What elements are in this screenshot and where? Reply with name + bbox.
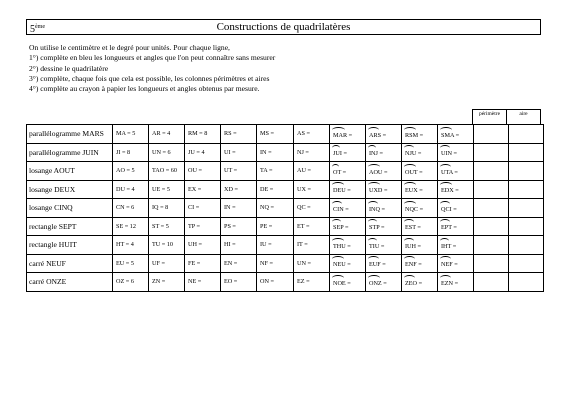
- angle-label: [441, 184, 459, 194]
- length-cell[interactable]: UI =: [221, 143, 257, 162]
- length-cell[interactable]: UE = 5: [149, 180, 185, 199]
- length-cell[interactable]: DE =: [257, 180, 294, 199]
- angle-cell[interactable]: [330, 236, 366, 255]
- angle-arc-icon: [440, 182, 452, 188]
- angle-cell[interactable]: [366, 217, 402, 236]
- angle-label: [369, 184, 387, 194]
- instruction-line: 1°) complète en bleu les longueurs et angles que l'on peut connaître sans mesurer: [29, 53, 276, 63]
- angle-cell[interactable]: [438, 199, 474, 218]
- angle-arc-icon: [368, 182, 380, 188]
- area-cell[interactable]: [509, 273, 544, 292]
- angle-arc-icon: [332, 238, 344, 244]
- angle-arc-icon: [440, 145, 450, 151]
- perimeter-cell[interactable]: [474, 236, 509, 255]
- angle-cell[interactable]: [438, 162, 474, 181]
- table-row: [27, 236, 544, 255]
- angle-label: [441, 277, 458, 287]
- angle-cell[interactable]: [402, 180, 438, 199]
- area-cell[interactable]: [509, 236, 544, 255]
- length-cell[interactable]: UN =: [294, 254, 330, 273]
- area-cell[interactable]: [509, 143, 544, 162]
- angle-arc-icon: [368, 145, 376, 151]
- angle-label: [333, 166, 346, 176]
- perimeter-cell[interactable]: [474, 180, 509, 199]
- quadrilateral-name: carré NEUF: [27, 254, 113, 273]
- angle-arc-icon: [404, 127, 416, 133]
- angle-label: [441, 166, 458, 176]
- angle-text: EUF =: [369, 261, 386, 269]
- angle-label: [369, 129, 386, 139]
- table-row: [27, 125, 544, 144]
- angle-arc-icon: [332, 164, 339, 170]
- angle-label: [405, 277, 422, 287]
- length-cell[interactable]: FE =: [185, 254, 221, 273]
- table-row: [27, 162, 544, 181]
- angle-label: [441, 147, 457, 157]
- angle-text: IHT =: [441, 242, 457, 250]
- angle-cell[interactable]: [366, 273, 402, 292]
- angle-arc-icon: [332, 219, 341, 225]
- angle-arc-icon: [404, 256, 415, 262]
- length-cell[interactable]: RM = 8: [185, 125, 221, 144]
- angle-cell[interactable]: [366, 125, 402, 144]
- grade-level-number: 5: [30, 24, 35, 35]
- angle-label: [333, 184, 351, 194]
- angle-text: ARS =: [369, 131, 387, 139]
- angle-arc-icon: [368, 127, 379, 133]
- table-row: [27, 180, 544, 199]
- angle-text: EUX =: [405, 187, 423, 195]
- angle-arc-icon: [332, 201, 342, 207]
- angle-label: [369, 147, 383, 157]
- table-row: [27, 217, 544, 236]
- length-cell[interactable]: DU = 4: [113, 180, 149, 199]
- angle-text: DEU =: [333, 187, 351, 195]
- angle-arc-icon: [404, 238, 414, 244]
- length-cell[interactable]: HT = 4: [113, 236, 149, 255]
- angle-arc-icon: [368, 256, 379, 262]
- length-cell[interactable]: ET =: [294, 217, 330, 236]
- angle-arc-icon: [440, 164, 451, 170]
- angle-text: QCI =: [441, 205, 457, 213]
- angle-label: [405, 221, 421, 231]
- perimeter-cell[interactable]: [474, 125, 509, 144]
- length-cell[interactable]: NJ =: [294, 143, 330, 162]
- angle-text: ENF =: [405, 261, 422, 269]
- angle-text: OT =: [333, 168, 347, 176]
- angle-text: NEU =: [333, 261, 351, 269]
- angle-text: EDX =: [441, 187, 459, 195]
- angle-cell[interactable]: [330, 180, 366, 199]
- angle-label: [405, 240, 421, 250]
- angle-text: MAR =: [333, 131, 353, 139]
- angle-label: [441, 203, 457, 213]
- angle-label: [333, 221, 348, 231]
- angle-arc-icon: [404, 201, 416, 207]
- quadrilateral-name: rectangle SEPT: [27, 217, 113, 236]
- perimeter-cell[interactable]: [474, 273, 509, 292]
- angle-label: [333, 147, 347, 157]
- angle-cell[interactable]: [366, 199, 402, 218]
- angle-cell[interactable]: [438, 125, 474, 144]
- perimeter-cell[interactable]: [474, 199, 509, 218]
- angle-text: STP =: [369, 224, 385, 232]
- angle-arc-icon: [440, 238, 449, 244]
- angle-cell[interactable]: [402, 199, 438, 218]
- angle-label: [405, 129, 423, 139]
- angle-arc-icon: [404, 164, 416, 170]
- length-cell[interactable]: QC =: [294, 199, 330, 218]
- angle-text: UIN =: [441, 150, 458, 158]
- length-cell[interactable]: TA =: [257, 162, 294, 181]
- angle-text: EPT =: [441, 224, 457, 232]
- angle-cell[interactable]: [402, 236, 438, 255]
- instruction-line: 3°) complète, chaque fois que cela est possible, les colonnes périmètres et aires: [29, 73, 270, 83]
- angle-arc-icon: [368, 238, 377, 244]
- area-cell[interactable]: [509, 162, 544, 181]
- angle-arc-icon: [332, 256, 344, 262]
- angle-arc-icon: [404, 219, 414, 225]
- table-row: [27, 143, 544, 162]
- quadrilateral-name: losange DEUX: [27, 180, 113, 199]
- angle-text: NEF =: [441, 261, 458, 269]
- perimeter-header: périmètre: [472, 109, 507, 125]
- area-cell[interactable]: [509, 199, 544, 218]
- length-cell[interactable]: ST = 5: [149, 217, 185, 236]
- angle-cell[interactable]: [402, 125, 438, 144]
- length-cell[interactable]: MS =: [257, 125, 294, 144]
- table-row: [27, 199, 544, 218]
- quadrilateral-name: losange AOUT: [27, 162, 113, 181]
- angle-cell[interactable]: [366, 254, 402, 273]
- length-cell[interactable]: IU =: [257, 236, 294, 255]
- quadrilateral-name: carré ONZE: [27, 273, 113, 292]
- quadrilateral-name: rectangle HUIT: [27, 236, 113, 255]
- angle-cell[interactable]: [402, 254, 438, 273]
- angle-cell[interactable]: [330, 162, 366, 181]
- length-cell[interactable]: OU =: [185, 162, 221, 181]
- area-cell[interactable]: [509, 217, 544, 236]
- angle-arc-icon: [332, 182, 344, 188]
- angle-label: [369, 240, 384, 250]
- length-cell[interactable]: PE =: [257, 217, 294, 236]
- instruction-line: 4°) complète au crayon à papier les longueurs et angles obtenus par mesure.: [29, 84, 260, 94]
- length-cell[interactable]: EU = 5: [113, 254, 149, 273]
- angle-text: NOE =: [333, 279, 351, 287]
- angle-cell[interactable]: [402, 217, 438, 236]
- angle-arc-icon: [440, 127, 452, 133]
- length-cell[interactable]: EO =: [221, 273, 257, 292]
- area-cell[interactable]: [509, 180, 544, 199]
- grade-level-suffix: ème: [35, 24, 45, 30]
- length-cell[interactable]: AO = 5: [113, 162, 149, 181]
- length-cell[interactable]: XD =: [221, 180, 257, 199]
- length-cell[interactable]: UF =: [149, 254, 185, 273]
- angle-label: [369, 277, 387, 287]
- angle-cell[interactable]: [330, 273, 366, 292]
- angle-text: INQ =: [369, 205, 386, 213]
- angle-cell[interactable]: [402, 162, 438, 181]
- instructions: [29, 43, 275, 94]
- angle-text: THU =: [333, 242, 351, 250]
- angle-label: [369, 221, 384, 231]
- angle-arc-icon: [440, 275, 451, 281]
- length-cell[interactable]: NE =: [185, 273, 221, 292]
- angle-cell[interactable]: [438, 273, 474, 292]
- angle-cell[interactable]: [330, 143, 366, 162]
- length-cell[interactable]: AS =: [294, 125, 330, 144]
- length-cell[interactable]: MA = 5: [113, 125, 149, 144]
- length-cell[interactable]: EX =: [185, 180, 221, 199]
- length-cell[interactable]: IT =: [294, 236, 330, 255]
- area-cell[interactable]: [509, 125, 544, 144]
- length-cell[interactable]: ZN =: [149, 273, 185, 292]
- table-row: [27, 254, 544, 273]
- quadrilateral-name: parallélogramme JUIN: [27, 143, 113, 162]
- length-cell[interactable]: NQ =: [257, 199, 294, 218]
- length-cell[interactable]: UH =: [185, 236, 221, 255]
- angle-text: ZEO =: [405, 279, 423, 287]
- length-cell[interactable]: TP =: [185, 217, 221, 236]
- angle-label: [405, 258, 422, 268]
- angle-cell[interactable]: [366, 180, 402, 199]
- length-cell[interactable]: TU = 10: [149, 236, 185, 255]
- angle-label: [333, 129, 352, 139]
- angle-label: [369, 258, 386, 268]
- area-header: aire: [506, 109, 541, 125]
- angle-label: [369, 166, 387, 176]
- page-title: Constructions de quadrilatères: [216, 21, 351, 33]
- length-cell[interactable]: CN = 6: [113, 199, 149, 218]
- quadrilateral-table: [26, 124, 544, 292]
- length-cell[interactable]: AR = 4: [149, 125, 185, 144]
- length-cell[interactable]: RS =: [221, 125, 257, 144]
- angle-cell[interactable]: [438, 254, 474, 273]
- angle-text: EZN =: [441, 279, 459, 287]
- length-cell[interactable]: HI =: [221, 236, 257, 255]
- angle-cell[interactable]: [438, 180, 474, 199]
- angle-cell[interactable]: [366, 236, 402, 255]
- angle-arc-icon: [404, 275, 415, 281]
- length-cell[interactable]: TAO = 60: [149, 162, 185, 181]
- angle-label: [333, 240, 351, 250]
- perimeter-cell[interactable]: [474, 254, 509, 273]
- angle-text: JUI =: [333, 150, 347, 158]
- angle-label: [441, 129, 459, 139]
- angle-text: IUH =: [405, 242, 422, 250]
- angle-cell[interactable]: [438, 217, 474, 236]
- length-cell[interactable]: UT =: [221, 162, 257, 181]
- angle-text: ONZ =: [369, 279, 387, 287]
- perimeter-cell[interactable]: [474, 143, 509, 162]
- angle-arc-icon: [440, 256, 451, 262]
- length-cell[interactable]: IN =: [257, 143, 294, 162]
- angle-text: NJU =: [405, 150, 422, 158]
- angle-text: UXD =: [369, 187, 388, 195]
- angle-text: SMA =: [441, 131, 460, 139]
- angle-arc-icon: [440, 201, 450, 207]
- length-cell[interactable]: IQ = 8: [149, 199, 185, 218]
- angle-arc-icon: [404, 145, 414, 151]
- angle-text: INJ =: [369, 150, 383, 158]
- angle-cell[interactable]: [330, 254, 366, 273]
- table-row: [27, 273, 544, 292]
- length-cell[interactable]: IN =: [221, 199, 257, 218]
- quadrilateral-name: losange CINQ: [27, 199, 113, 218]
- perimeter-cell[interactable]: [474, 217, 509, 236]
- angle-text: OUT =: [405, 168, 423, 176]
- angle-arc-icon: [404, 182, 416, 188]
- length-cell[interactable]: OZ = 6: [113, 273, 149, 292]
- angle-cell[interactable]: [438, 236, 474, 255]
- angle-cell[interactable]: [402, 143, 438, 162]
- header-box: [26, 19, 541, 35]
- length-cell[interactable]: EN =: [221, 254, 257, 273]
- perimeter-cell[interactable]: [474, 162, 509, 181]
- angle-label: [333, 203, 349, 213]
- angle-label: [405, 147, 421, 157]
- length-cell[interactable]: UN = 6: [149, 143, 185, 162]
- angle-cell[interactable]: [330, 217, 366, 236]
- angle-text: TIU =: [369, 242, 385, 250]
- angle-label: [333, 277, 351, 287]
- angle-label: [441, 258, 458, 268]
- length-cell[interactable]: JU = 4: [185, 143, 221, 162]
- area-cell[interactable]: [509, 254, 544, 273]
- angle-cell[interactable]: [330, 125, 366, 144]
- angle-arc-icon: [332, 127, 345, 133]
- angle-label: [405, 203, 423, 213]
- angle-text: SEP =: [333, 224, 349, 232]
- length-cell[interactable]: ON =: [257, 273, 294, 292]
- angle-label: [405, 184, 423, 194]
- length-cell[interactable]: AU =: [294, 162, 330, 181]
- angle-text: EST =: [405, 224, 421, 232]
- angle-arc-icon: [332, 145, 340, 151]
- length-cell[interactable]: PS =: [221, 217, 257, 236]
- angle-label: [369, 203, 385, 213]
- angle-text: NQC =: [405, 205, 424, 213]
- length-cell[interactable]: EZ =: [294, 273, 330, 292]
- length-cell[interactable]: JI = 8: [113, 143, 149, 162]
- angle-text: CIN =: [333, 205, 349, 213]
- angle-text: AOU =: [369, 168, 388, 176]
- instruction-line: 2°) dessine le quadrilatère: [29, 63, 109, 73]
- angle-cell[interactable]: [366, 162, 402, 181]
- angle-cell[interactable]: [438, 143, 474, 162]
- angle-text: RSM =: [405, 131, 424, 139]
- angle-arc-icon: [368, 201, 378, 207]
- angle-arc-icon: [368, 275, 380, 281]
- angle-cell[interactable]: [330, 199, 366, 218]
- length-cell[interactable]: UX =: [294, 180, 330, 199]
- quadrilateral-name: parallélogramme MARS: [27, 125, 113, 144]
- length-cell[interactable]: CI =: [185, 199, 221, 218]
- angle-arc-icon: [440, 219, 450, 225]
- angle-cell[interactable]: [366, 143, 402, 162]
- angle-arc-icon: [332, 275, 344, 281]
- angle-label: [441, 221, 457, 231]
- angle-label: [333, 258, 351, 268]
- length-cell[interactable]: SE = 12: [113, 217, 149, 236]
- angle-arc-icon: [368, 219, 377, 225]
- angle-text: UTA =: [441, 168, 458, 176]
- angle-label: [405, 166, 423, 176]
- length-cell[interactable]: NF =: [257, 254, 294, 273]
- angle-label: [441, 240, 456, 250]
- instruction-line: On utilise le centimètre et le degré pour unités. Pour chaque ligne,: [29, 43, 230, 52]
- angle-cell[interactable]: [402, 273, 438, 292]
- angle-arc-icon: [368, 164, 380, 170]
